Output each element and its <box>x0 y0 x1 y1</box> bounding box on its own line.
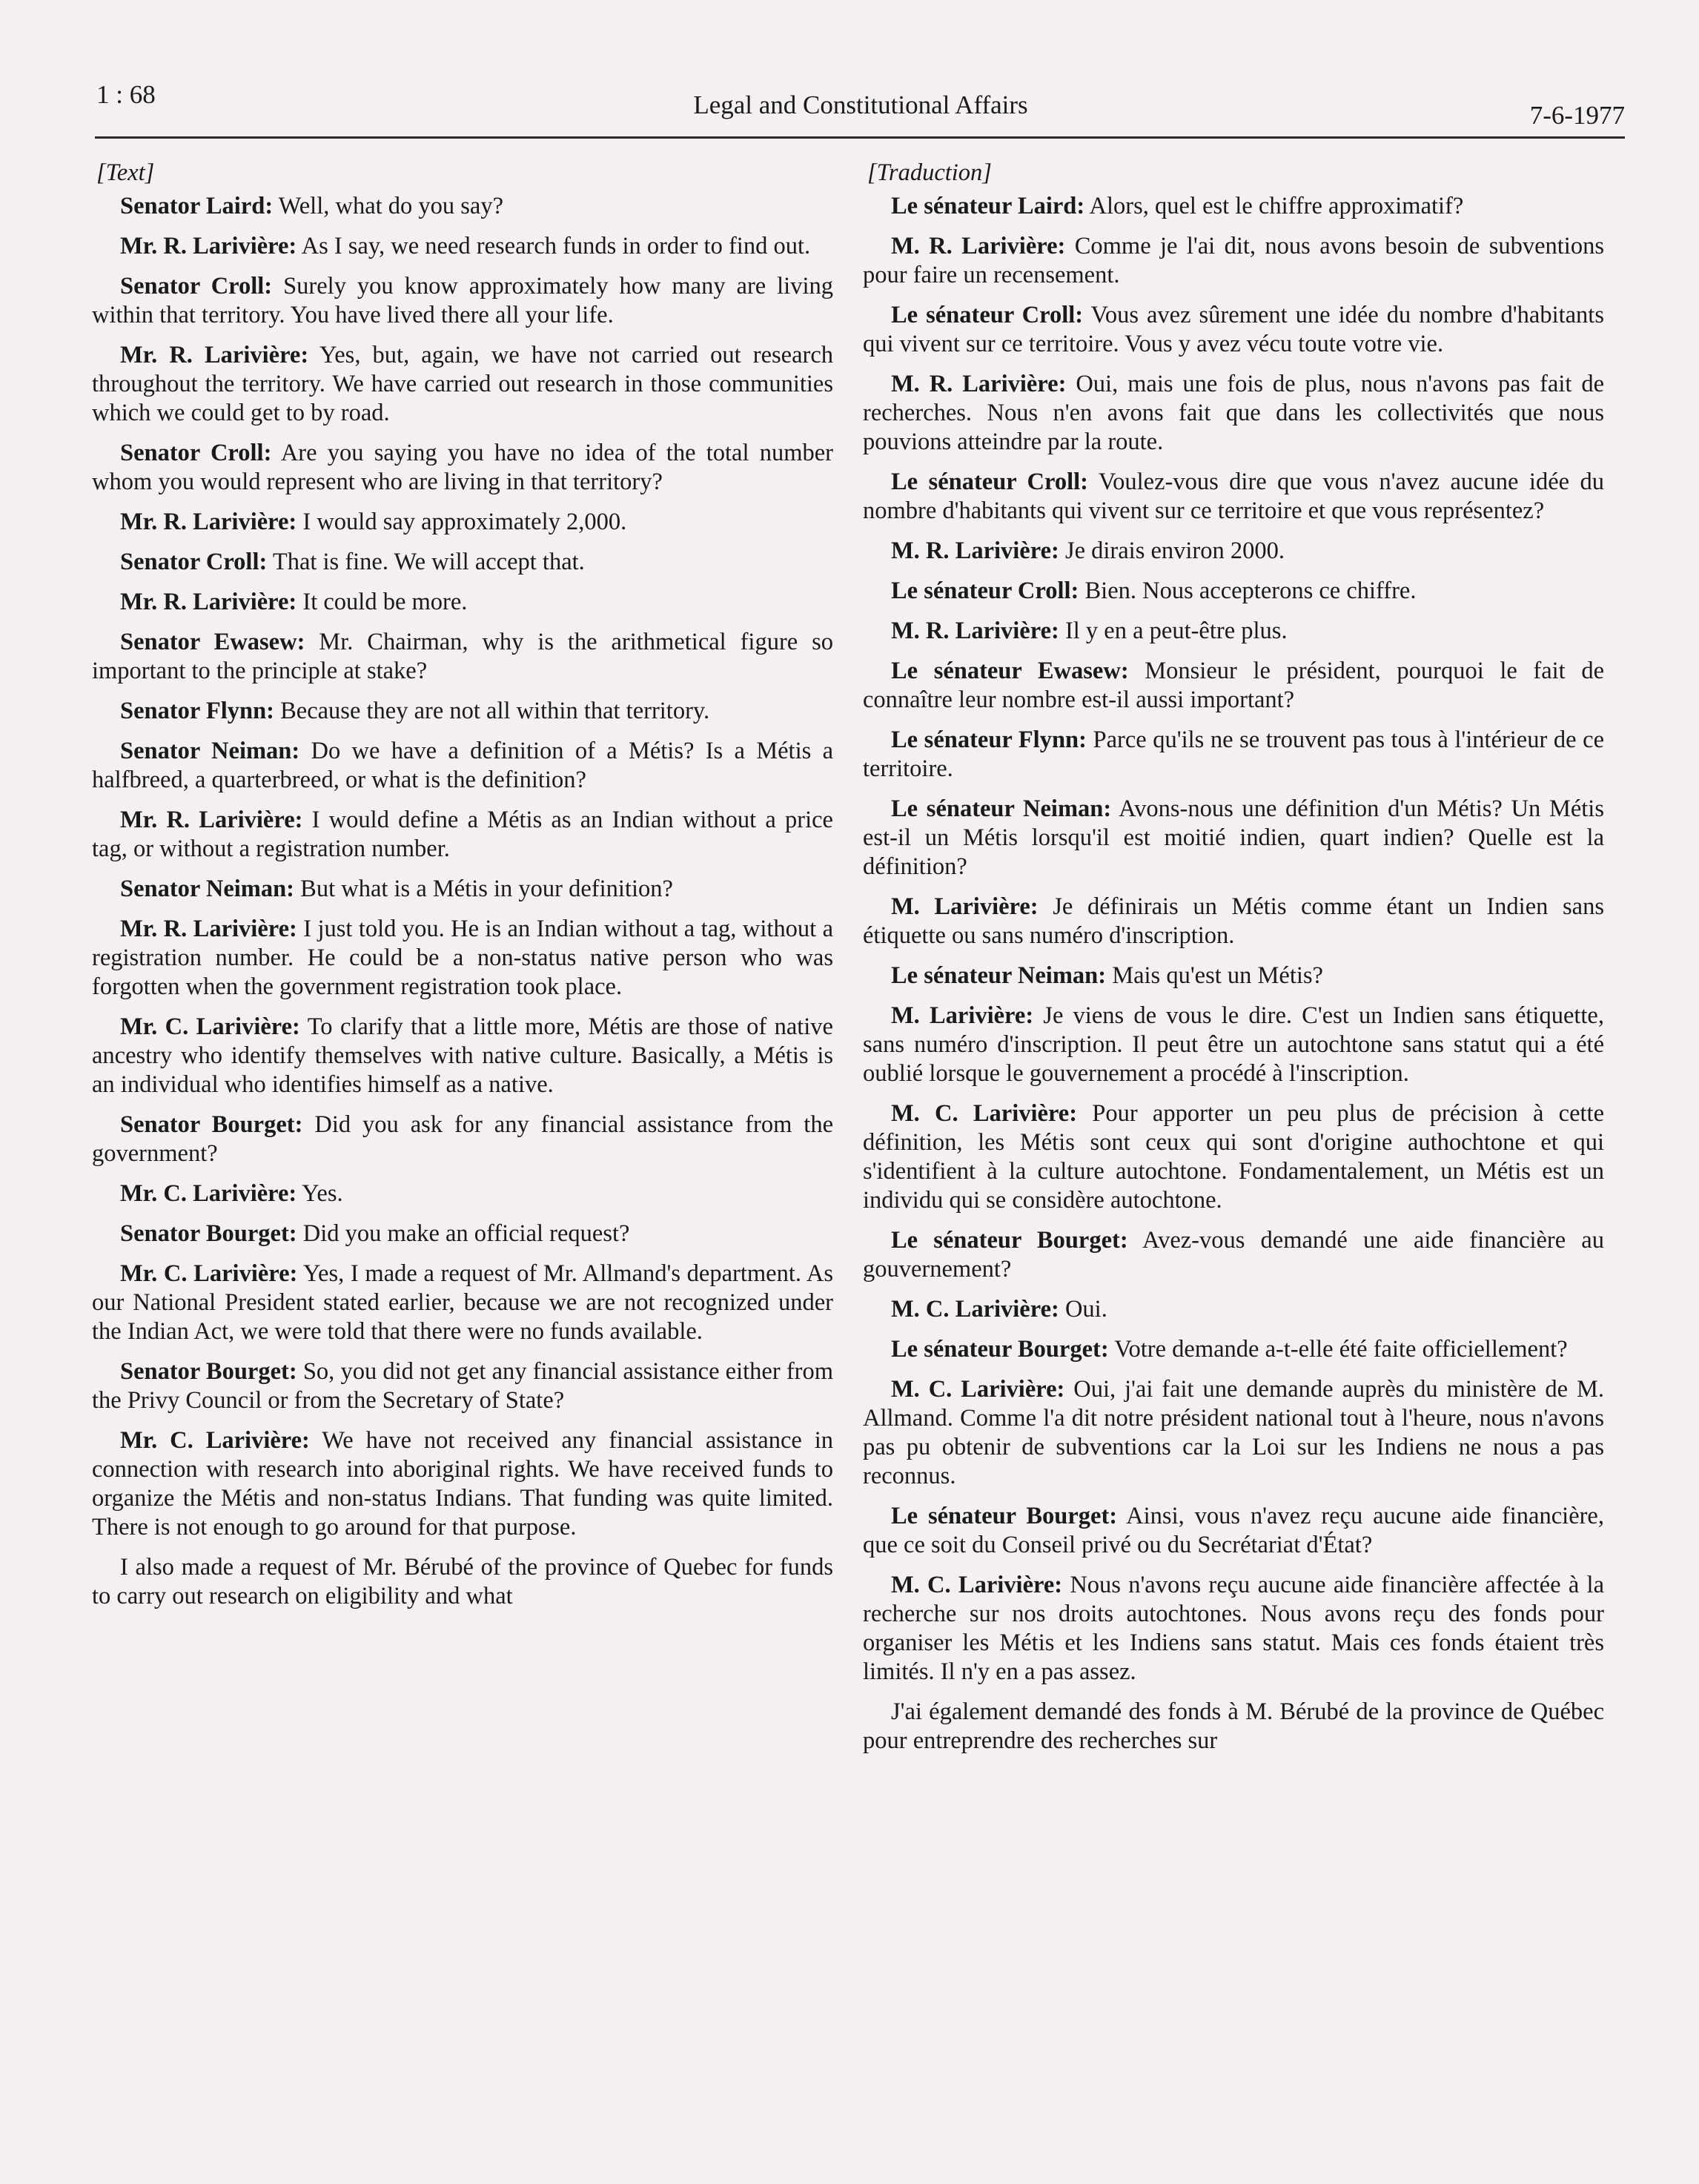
french-paragraph <box>863 1335 1604 1364</box>
english-paragraph <box>92 875 833 904</box>
speech-text: Well, what do you say? <box>273 193 504 219</box>
speaker-name: Le sénateur Croll: <box>891 578 1079 604</box>
english-paragraph <box>92 439 833 497</box>
speaker-name: M. R. Larivière: <box>891 371 1067 397</box>
speech-text: Vous avez sûrement une idée du nombre d'habitants qui vivent sur ce territoire. Vous y avez vécu toute votre vie. <box>863 302 1604 357</box>
speech-text: I would define a Métis as an Indian without a price tag, or without a registration number. <box>92 807 833 862</box>
speech-text: Votre demande a-t-elle été faite officiellement? <box>1108 1336 1568 1363</box>
speaker-name: M. R. Larivière: <box>891 233 1066 259</box>
speech-text: Yes. <box>297 1180 343 1207</box>
speaker-name: Senator Croll: <box>120 273 273 300</box>
speech-text: Je définirais un Métis comme étant un Indien sans étiquette ou sans numéro d'inscription. <box>863 893 1604 949</box>
speech-text: Surely you know approximately how many are living within that territory. You have lived there all your life. <box>92 273 833 328</box>
speaker-name: M. C. Larivière: <box>891 1100 1078 1127</box>
speaker-name: Le sénateur Croll: <box>891 469 1088 495</box>
french-paragraph <box>863 1295 1604 1324</box>
speaker-name: Le sénateur Ewasew: <box>891 658 1129 684</box>
english-paragraph <box>92 1357 833 1415</box>
page-date: 7-6-1977 <box>1529 101 1625 130</box>
speech-text: So, you did not get any financial assistance either from the Privy Council or from the Secretary of State? <box>92 1358 834 1414</box>
french-paragraph <box>863 1375 1604 1491</box>
french-paragraph <box>863 370 1604 457</box>
french-paragraph <box>863 1698 1604 1756</box>
speaker-name: Mr. R. Larivière: <box>120 509 297 535</box>
english-tag: [Text] <box>96 159 155 186</box>
english-paragraph <box>92 341 833 428</box>
speaker-name: Le sénateur Bourget: <box>891 1336 1109 1363</box>
speech-text: I just told you. He is an Indian without a tag, without a registration number. He could be a non-status native person who was forgotten when the government registration took place. <box>92 916 833 1000</box>
page-number: 1 : 68 <box>96 80 156 109</box>
speech-text: As I say, we need research funds in order to find out. <box>297 233 811 259</box>
speech-text: Did you make an official request? <box>297 1220 630 1247</box>
speech-text: I also made a request of Mr. Bérubé of the province of Quebec for funds to carry out research on eligibility and what <box>92 1554 833 1609</box>
speech-text: To clarify that a little more, Métis are those of native ancestry who identify themselves with native culture. Basically, a Métis is an individual who identifies himself as a native. <box>92 1013 833 1098</box>
speech-text: Ainsi, vous n'avez reçu aucune aide financière, que ce soit du Conseil privé ou du Secrétariat d'État? <box>863 1503 1604 1558</box>
english-paragraph <box>92 272 833 330</box>
speech-text: I would say approximately 2,000. <box>297 509 627 535</box>
speaker-name: Senator Bourget: <box>120 1220 297 1247</box>
speech-text: Parce qu'ils ne se trouvent pas tous à l'intérieur de ce territoire. <box>863 727 1604 782</box>
speech-text: Yes, I made a request of Mr. Allmand's department. As our National President stated earlier, because we are not recognized under the Indian Act, we were told that there were no funds available. <box>92 1260 833 1345</box>
english-paragraph <box>92 548 833 577</box>
speaker-name: Senator Bourget: <box>120 1111 303 1138</box>
speaker-name: Mr. C. Larivière: <box>120 1013 300 1040</box>
speaker-name: Le sénateur Neiman: <box>891 795 1112 822</box>
speech-text: Did you ask for any financial assistance from the government? <box>92 1111 833 1167</box>
speaker-name: Le sénateur Bourget: <box>891 1227 1128 1254</box>
speech-text: Because they are not all within that territory. <box>274 698 710 724</box>
speaker-name: Senator Croll: <box>120 440 272 466</box>
speaker-name: Mr. C. Larivière: <box>120 1180 297 1207</box>
french-paragraph <box>863 962 1604 990</box>
speaker-name: Mr. R. Larivière: <box>120 916 297 942</box>
english-paragraph <box>92 628 833 686</box>
speech-text: Monsieur le président, pourquoi le fait de connaître leur nombre est-il aussi important? <box>863 658 1604 713</box>
speech-text: J'ai également demandé des fonds à M. Bérubé de la province de Québec pour entreprendre des recherches sur <box>863 1698 1604 1754</box>
speaker-name: M. Larivière: <box>891 893 1039 920</box>
english-column <box>92 159 833 1622</box>
speech-text: But what is a Métis in your definition? <box>294 876 673 902</box>
speaker-name: Mr. C. Larivière: <box>120 1260 298 1287</box>
french-tag: [Traduction] <box>867 159 992 186</box>
english-paragraph <box>92 737 833 795</box>
french-paragraph <box>863 617 1604 646</box>
english-paragraph <box>92 806 833 864</box>
speech-text: Oui, mais une fois de plus, nous n'avons pas fait de recherches. Nous n'en avons fait que dans les collectivités que nous pouvions atteindre par la route. <box>863 371 1604 455</box>
speech-text: Oui, j'ai fait une demande auprès du ministère de M. Allmand. Comme l'a dit notre président national tout à l'heure, nous n'avons pas pu obtenir de subventions car la Loi sur les Indiens ne nous a pas reconnus. <box>863 1376 1604 1489</box>
english-paragraph <box>92 1179 833 1208</box>
speaker-name: Senator Croll: <box>120 549 268 575</box>
english-paragraph <box>92 1426 833 1542</box>
speaker-name: M. C. Larivière: <box>891 1376 1065 1403</box>
english-paragraph <box>92 915 833 1002</box>
speech-text: Pour apporter un peu plus de précision à cette définition, les Métis sont ceux qui sont d'origine authochtone et qui s'identifient à la culture autochtone. Fondamentalement, un Métis est un individu qui se considère autochtone. <box>863 1100 1604 1214</box>
french-paragraph <box>863 537 1604 566</box>
page-header <box>96 80 1625 133</box>
speech-text: We have not received any financial assistance in connection with research into aboriginal rights. We have received funds to organize the Métis and non-status Indians. That funding was quite limited. There is not enough to go around for that purpose. <box>92 1427 833 1541</box>
speech-text: Mr. Chairman, why is the arithmetical figure so important to the principle at stake? <box>92 629 834 684</box>
french-paragraph <box>863 301 1604 359</box>
speaker-name: Le sénateur Bourget: <box>891 1503 1118 1529</box>
english-paragraph <box>92 1220 833 1248</box>
english-paragraph <box>92 1553 833 1611</box>
speaker-name: M. R. Larivière: <box>891 537 1059 564</box>
speech-text: Nous n'avons reçu aucune aide financière affectée à la recherche sur nos droits autochtones. Nous avons reçu des fonds pour organiser les Métis et les Indiens sans statut. Mais ces fonds étaient très limités. Il n'y en a pas assez. <box>863 1572 1604 1685</box>
speech-text: That is fine. We will accept that. <box>267 549 585 575</box>
speech-text: Mais qu'est un Métis? <box>1106 962 1323 989</box>
french-paragraph <box>863 577 1604 606</box>
speaker-name: Senator Ewasew: <box>120 629 305 655</box>
french-paragraph <box>863 1226 1604 1284</box>
french-paragraph <box>863 232 1604 290</box>
speech-text: It could be more. <box>297 589 468 615</box>
speech-text: Avez-vous demandé une aide financière au gouvernement? <box>863 1227 1604 1283</box>
header-rule <box>95 136 1625 139</box>
speech-text: Je dirais environ 2000. <box>1059 537 1285 564</box>
speaker-name: Le sénateur Laird: <box>891 193 1085 219</box>
speaker-name: Senator Laird: <box>120 193 274 219</box>
speaker-name: Senator Neiman: <box>120 738 300 764</box>
french-paragraph <box>863 1002 1604 1088</box>
english-paragraph <box>92 232 833 261</box>
english-paragraph <box>92 1111 833 1168</box>
speaker-name: Mr. R. Larivière: <box>120 807 303 833</box>
speaker-name: M. R. Larivière: <box>891 618 1059 644</box>
speaker-name: Senator Bourget: <box>120 1358 297 1385</box>
speech-text: Comme je l'ai dit, nous avons besoin de subventions pour faire un recensement. <box>863 233 1604 288</box>
speaker-name: Le sénateur Neiman: <box>891 962 1107 989</box>
page-title: Legal and Constitutional Affairs <box>693 90 1028 119</box>
english-paragraph <box>92 588 833 617</box>
french-paragraph <box>863 893 1604 950</box>
speech-text: Are you saying you have no idea of the total number whom you would represent who are living in that territory? <box>92 440 833 495</box>
speech-text: Je viens de vous le dire. C'est un Indien sans étiquette, sans numéro d'inscription. Il peut être un autochtone sans statut qui a été oublié lorsque le gouvernement a procédé à l'inscription. <box>863 1002 1604 1087</box>
speaker-name: Mr. C. Larivière: <box>120 1427 310 1454</box>
speech-text: Oui. <box>1059 1296 1107 1323</box>
speaker-name: Mr. R. Larivière: <box>120 342 309 368</box>
speaker-name: Le sénateur Flynn: <box>891 727 1087 753</box>
speaker-name: Senator Neiman: <box>120 876 295 902</box>
english-paragraph <box>92 192 833 221</box>
speech-text: Do we have a definition of a Métis? Is a Métis a halfbreed, a quarterbreed, or what is the definition? <box>92 738 833 793</box>
speech-text: Il y en a peut-être plus. <box>1059 618 1288 644</box>
french-paragraph <box>863 795 1604 881</box>
french-paragraph <box>863 1502 1604 1560</box>
english-paragraph <box>92 697 833 726</box>
speaker-name: Senator Flynn: <box>120 698 274 724</box>
speech-text: Avons-nous une définition d'un Métis? Un Métis est-il un Métis lorsqu'il est moitié indien, quart indien? Quelle est la définition? <box>863 795 1604 880</box>
speaker-name: Mr. R. Larivière: <box>120 233 297 259</box>
speaker-name: M. C. Larivière: <box>891 1296 1059 1323</box>
speaker-name: Le sénateur Croll: <box>891 302 1084 328</box>
speech-text: Yes, but, again, we have not carried out research throughout the territory. We have carried out research in those communities which we could get to by road. <box>92 342 833 426</box>
english-paragraph <box>92 1013 833 1099</box>
english-paragraph <box>92 508 833 537</box>
french-paragraph <box>863 1099 1604 1215</box>
french-paragraph <box>863 1571 1604 1687</box>
french-paragraph <box>863 192 1604 221</box>
french-paragraph <box>863 468 1604 526</box>
speaker-name: M. C. Larivière: <box>891 1572 1063 1598</box>
english-paragraph <box>92 1260 833 1346</box>
speech-text: Alors, quel est le chiffre approximatif? <box>1084 193 1464 219</box>
speech-text: Bien. Nous accepterons ce chiffre. <box>1079 578 1417 604</box>
speaker-name: Mr. R. Larivière: <box>120 589 297 615</box>
french-paragraph <box>863 657 1604 715</box>
speech-text: Voulez-vous dire que vous n'avez aucune idée du nombre d'habitants qui vivent sur ce territoire et que vous représentez? <box>863 469 1604 524</box>
speaker-name: M. Larivière: <box>891 1002 1034 1029</box>
french-column <box>863 159 1604 1767</box>
french-paragraph <box>863 726 1604 784</box>
